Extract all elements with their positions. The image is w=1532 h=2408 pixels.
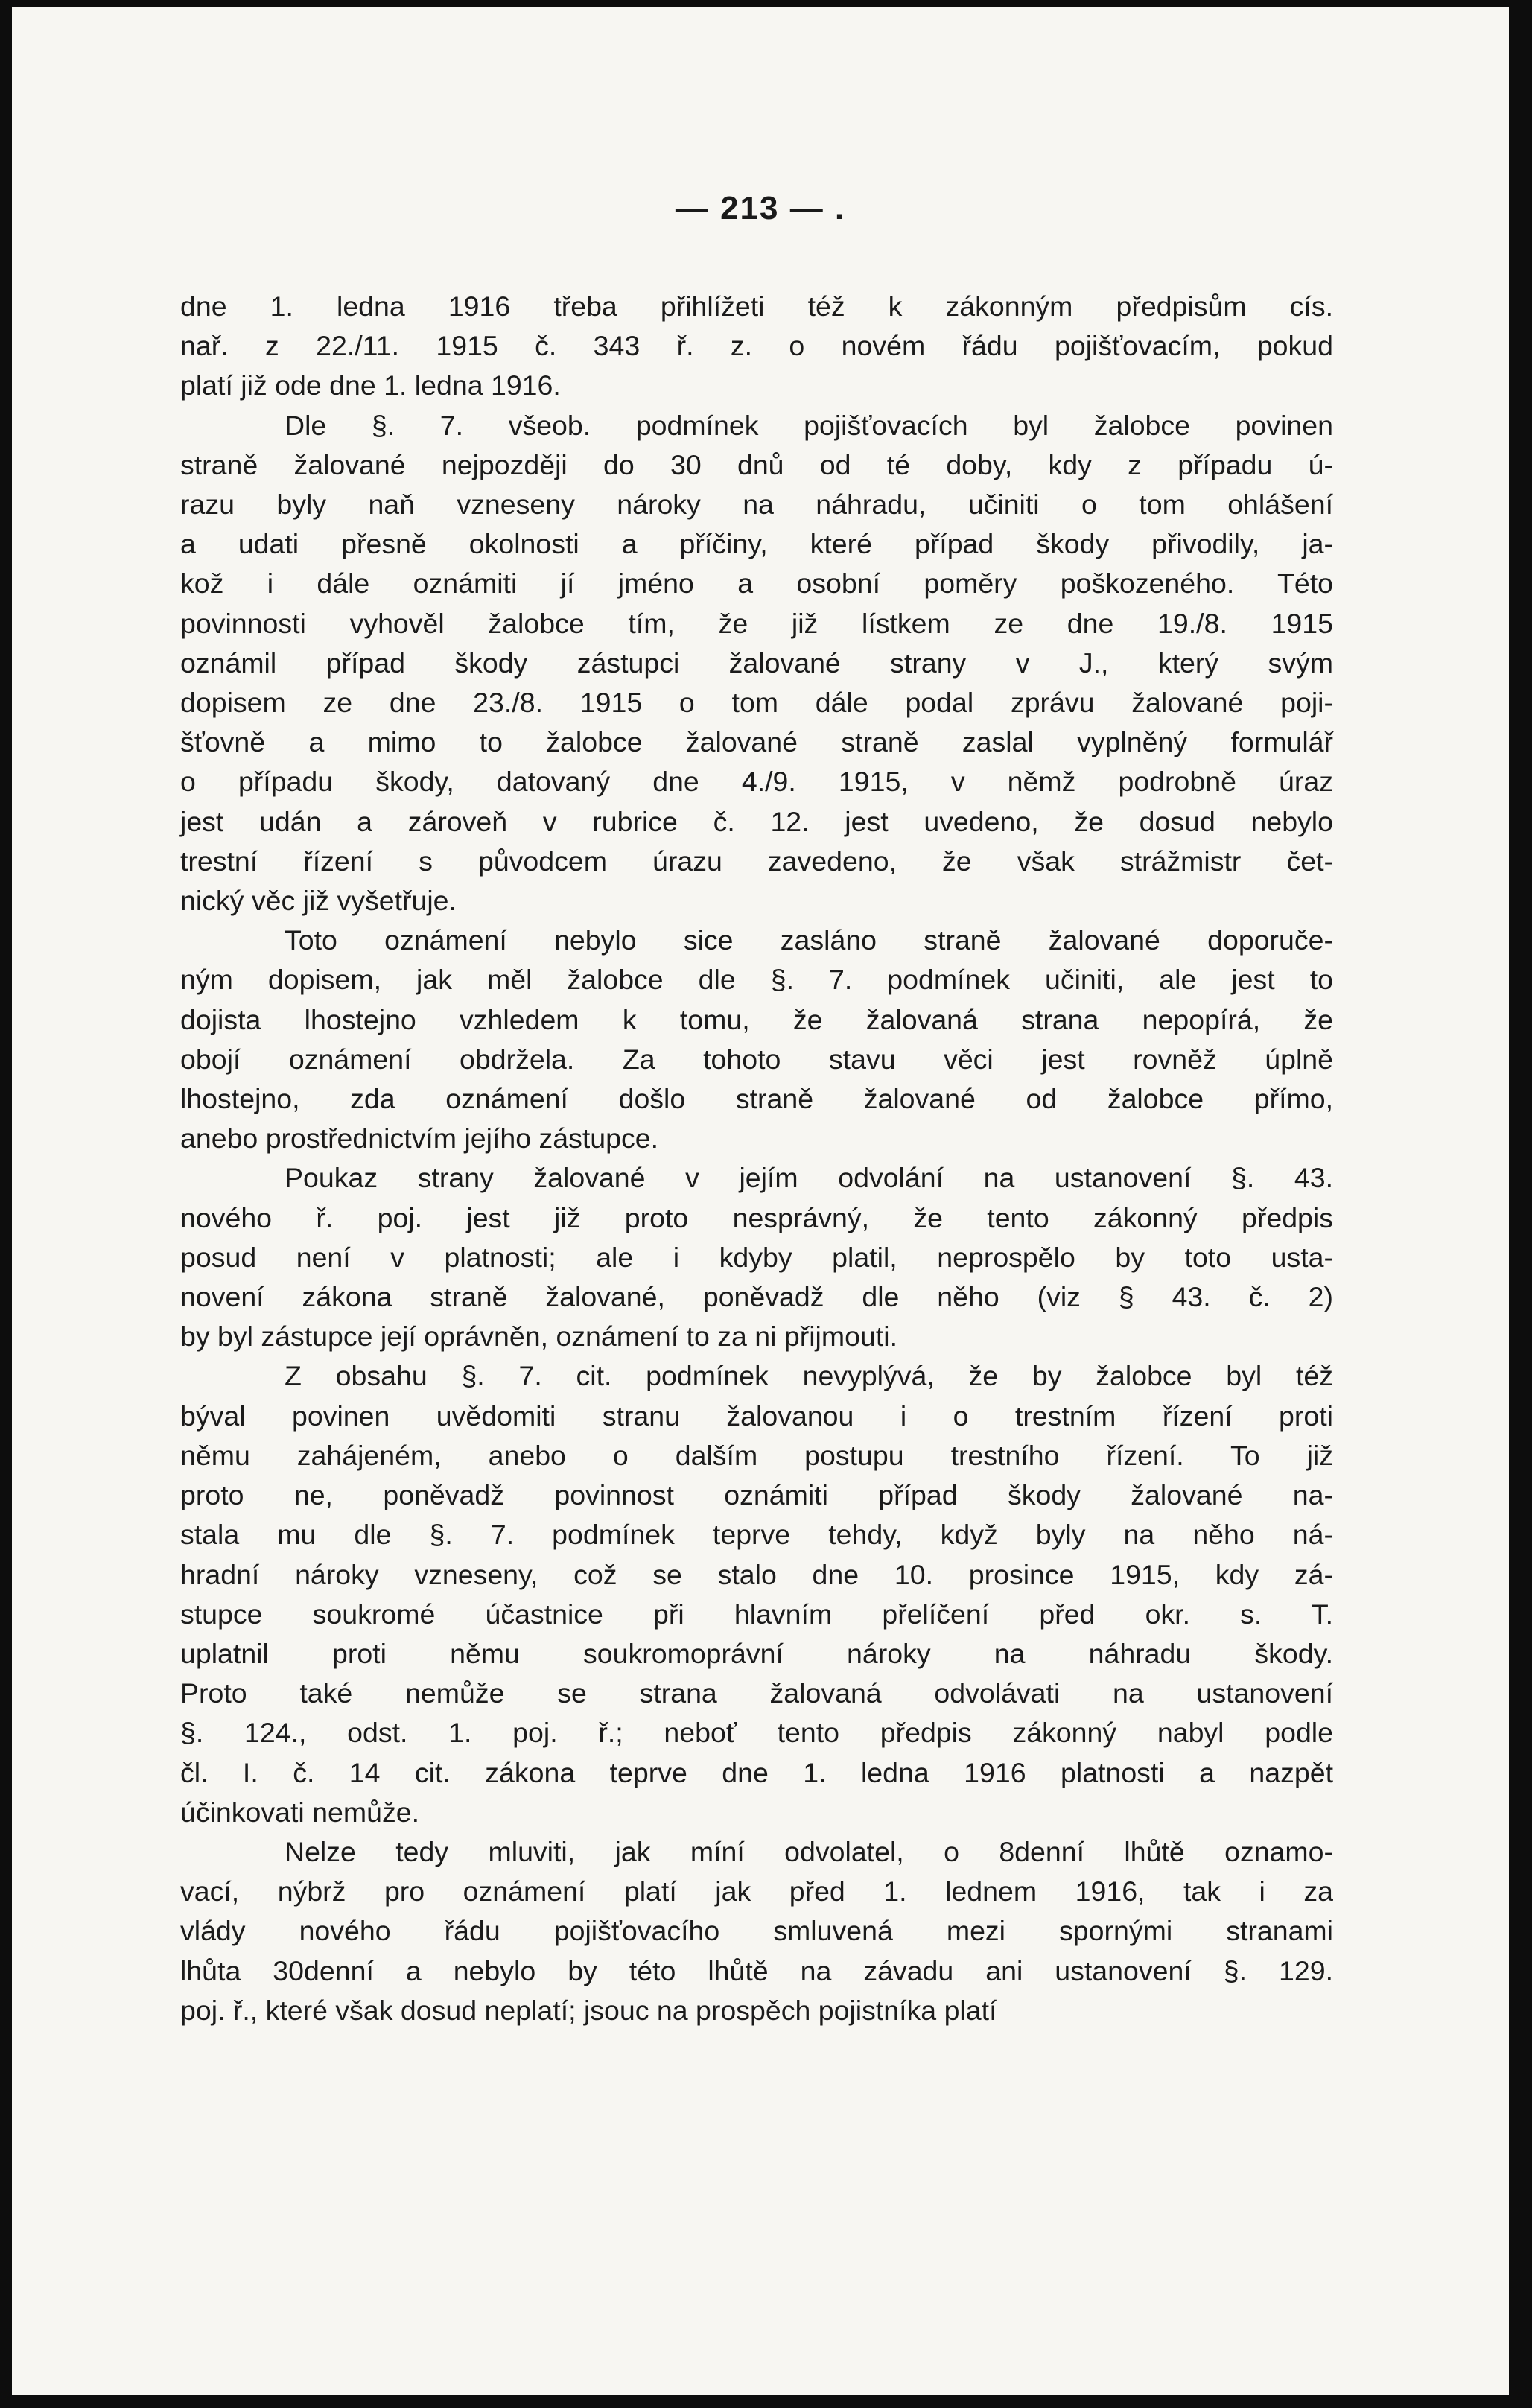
text-line: anebo prostřednictvím jejího zástupce. (180, 1122, 659, 1154)
text-line: Z obsahu §. 7. cit. podmínek nevyplývá, že by žalobce byl též (285, 1360, 1333, 1392)
text-line: uplatnil proti němu soukromoprávní nároky na náhradu škody. (180, 1637, 1333, 1669)
text-line: čl. I. č. 14 cit. zákona teprve dne 1. ledna 1916 platnosti a nazpět (180, 1756, 1333, 1788)
text-line: obojí oznámení obdržela. Za tohoto stavu věci jest rovněž úplně (180, 1043, 1333, 1075)
text-line: Nelze tedy mluviti, jak míní odvolatel, o 8denní lhůtě oznamo- (285, 1835, 1333, 1867)
text-line: oznámil případ škody zástupci žalované strany v J., který svým (180, 647, 1333, 679)
text-line: vlády nového řádu pojišťovacího smluvená mezi spornými stranami (180, 1915, 1333, 1947)
text-line: §. 124., odst. 1. poj. ř.; neboť tento předpis zákonný nabyl podle (180, 1717, 1333, 1749)
text-line: a udati přesně okolnosti a příčiny, které případ škody přivodily, ja- (180, 528, 1333, 560)
page-number: — 213 — . (675, 190, 846, 226)
text-line: stupce soukromé účastnice při hlavním přelíčení před okr. s. T. (180, 1598, 1333, 1630)
text-line: kož i dále oznámiti jí jméno a osobní poměry poškozeného. Této (180, 568, 1333, 600)
text-line: nický věc již vyšetřuje. (180, 885, 457, 917)
text-line: povinnosti vyhověl žalobce tím, že již lístkem ze dne 19./8. 1915 (180, 607, 1333, 639)
text-line: proto ne, poněvadž povinnost oznámiti případ škody žalované na- (180, 1479, 1333, 1511)
paragraph (180, 1158, 1333, 1356)
text-line: dne 1. ledna 1916 třeba přihlížeti též k zákonným předpisům cís. (180, 290, 1333, 322)
text-line: poj. ř., které však dosud neplatí; jsouc na prospěch pojistníka platí (180, 1994, 997, 2026)
text-line: posud není v platnosti; ale i kdyby platil, neprospělo by toto usta- (180, 1241, 1333, 1273)
text-line: trestní řízení s původcem úrazu zavedeno, že však strážmistr čet- (180, 845, 1333, 877)
text-line: ným dopisem, jak měl žalobce dle §. 7. podmínek učiniti, ale jest to (180, 964, 1333, 996)
text-line: šťovně a mimo to žalobce žalované straně zaslal vyplněný formulář (180, 726, 1333, 758)
text-line: nového ř. poj. jest již proto nesprávný, že tento zákonný předpis (180, 1201, 1333, 1233)
paragraph (180, 1832, 1333, 2030)
text-line: straně žalované nejpozději do 30 dnů od té doby, kdy z případu ú- (180, 448, 1333, 480)
text-line: o případu škody, datovaný dne 4./9. 1915, v němž podrobně úraz (180, 766, 1333, 798)
text-line: dojista lhostejno vzhledem k tomu, že žalovaná strana nepopírá, že (180, 1003, 1333, 1035)
text-line: dopisem ze dne 23./8. 1915 o tom dále podal zprávu žalované poji- (180, 687, 1333, 719)
paragraph (180, 287, 1333, 406)
text-line: hradní nároky vzneseny, což se stalo dne 10. prosince 1915, kdy zá- (180, 1558, 1333, 1590)
text-line: němu zahájeném, anebo o dalším postupu trestního řízení. To již (180, 1439, 1333, 1471)
text-line: nař. z 22./11. 1915 č. 343 ř. z. o novém řádu pojišťovacím, pokud (180, 330, 1333, 362)
text-line: Poukaz strany žalované v jejím odvolání na ustanovení §. 43. (285, 1162, 1333, 1194)
text-line: jest udán a zároveň v rubrice č. 12. jest uvedeno, že dosud nebylo (180, 805, 1333, 837)
page-body-text (180, 287, 1333, 2030)
text-line: by byl zástupce její oprávněn, oznámení to za ni přijmouti. (180, 1321, 898, 1353)
paragraph (180, 406, 1333, 921)
document-page (12, 7, 1509, 2395)
text-line: vací, nýbrž pro oznámení platí jak před 1. lednem 1916, tak i za (180, 1875, 1333, 1907)
text-line: razu byly naň vzneseny nároky na náhradu, učiniti o tom ohlášení (180, 489, 1333, 521)
text-line: lhostejno, zda oznámení došlo straně žalované od žalobce přímo, (180, 1083, 1333, 1115)
text-line: Proto také nemůže se strana žalovaná odvolávati na ustanovení (180, 1677, 1333, 1709)
text-line: Dle §. 7. všeob. podmínek pojišťovacích byl žalobce povinen (285, 409, 1333, 441)
paragraph (180, 921, 1333, 1158)
text-line: účinkovati nemůže. (180, 1796, 420, 1828)
text-line: platí již ode dne 1. ledna 1916. (180, 369, 561, 401)
paragraph (180, 1356, 1333, 1832)
text-line: lhůta 30denní a nebylo by této lhůtě na závadu ani ustanovení §. 129. (180, 1954, 1333, 1986)
text-line: Toto oznámení nebylo sice zasláno straně žalované doporuče- (285, 924, 1333, 956)
text-line: býval povinen uvědomiti stranu žalovanou i o trestním řízení proti (180, 1400, 1333, 1432)
text-line: stala mu dle §. 7. podmínek teprve tehdy, když byly na něho ná- (180, 1519, 1333, 1551)
text-line: novení zákona straně žalované, poněvadž dle něho (viz § 43. č. 2) (180, 1281, 1333, 1313)
